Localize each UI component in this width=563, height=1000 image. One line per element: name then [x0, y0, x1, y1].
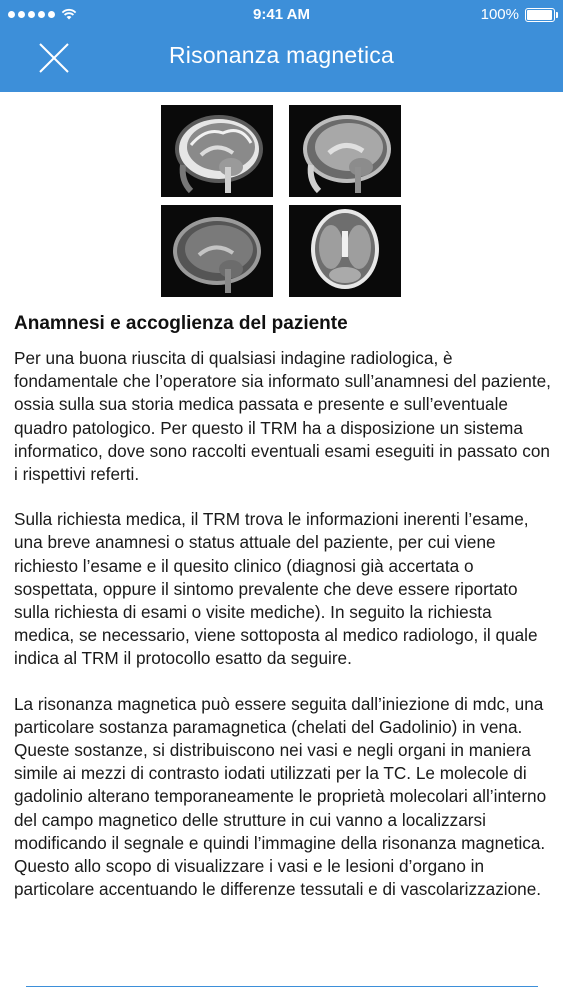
status-bar — [0, 0, 563, 30]
section-heading: Anamnesi e accoglienza del paziente — [14, 313, 348, 334]
page-title: Risonanza magnetica — [169, 42, 394, 68]
article-paragraph: Queste sostanze, si distribuiscono nei vasi e negli organi in maniera simile ai mezzi di contrasto iodati utilizzati per la TC. Le molecole di gadolinio alterano temporaneamente le proprietà molecolari all’interno del campo magnetico delle strutture in cui vanno a localizzarsi modificando il segnale e quindi l’immagine della risonanza magnetica. Questo allo scopo di visualizzare i vasi e le lesioni d’organo in particolare accentuando le differenze tessutali e di vascolarizzazione. — [14, 740, 547, 900]
mri-image-sagittal-contrast — [161, 205, 273, 297]
battery-fill — [527, 10, 552, 20]
article-paragraph: Sulla richiesta medica, il TRM trova le informazioni inerenti l’esame, una breve anamnesi o status attuale del paziente, per cui viene richiesto l’esame e il quesito clinico (diagnosi già accertata o sospettata, oppure il sintomo prevalente che deve essere riportato sulla richiesta di esami o visite mediche). In seguito la richiesta medica, se necessario, viene sottoposta al medico radiologo, il quale indica al TRM il protocollo esatto da seguire. — [14, 509, 538, 669]
mri-image-sagittal-t2 — [161, 105, 273, 197]
mri-image-sagittal-t1 — [289, 105, 401, 197]
battery-icon — [525, 8, 555, 22]
bottom-divider — [26, 986, 538, 987]
mri-image-coronal — [289, 205, 401, 297]
article-paragraph: Per una buona riuscita di qualsiasi indagine radiologica, è fondamentale che l’operatore sia informato sull’anamnesi del paziente, ossia sulla sua storia medica passata e presente e sull’eventuale quadro patologico. Per questo il TRM ha a disposizione un sistema informatico, dove sono raccolti eventuali esami eseguiti in passato con i rispettivi referti. — [14, 348, 551, 485]
article-content — [14, 313, 554, 923]
status-time: 9:41 AM — [253, 6, 310, 23]
battery-area — [481, 6, 555, 23]
mri-image-grid — [161, 105, 401, 300]
navigation-bar — [0, 30, 563, 92]
battery-percentage: 100% — [480, 6, 519, 23]
article-paragraph: La risonanza magnetica può essere seguita dall’iniezione di mdc, una particolare sostanza paramagnetica (chelati del Gadolinio) in vena. — [14, 693, 544, 737]
